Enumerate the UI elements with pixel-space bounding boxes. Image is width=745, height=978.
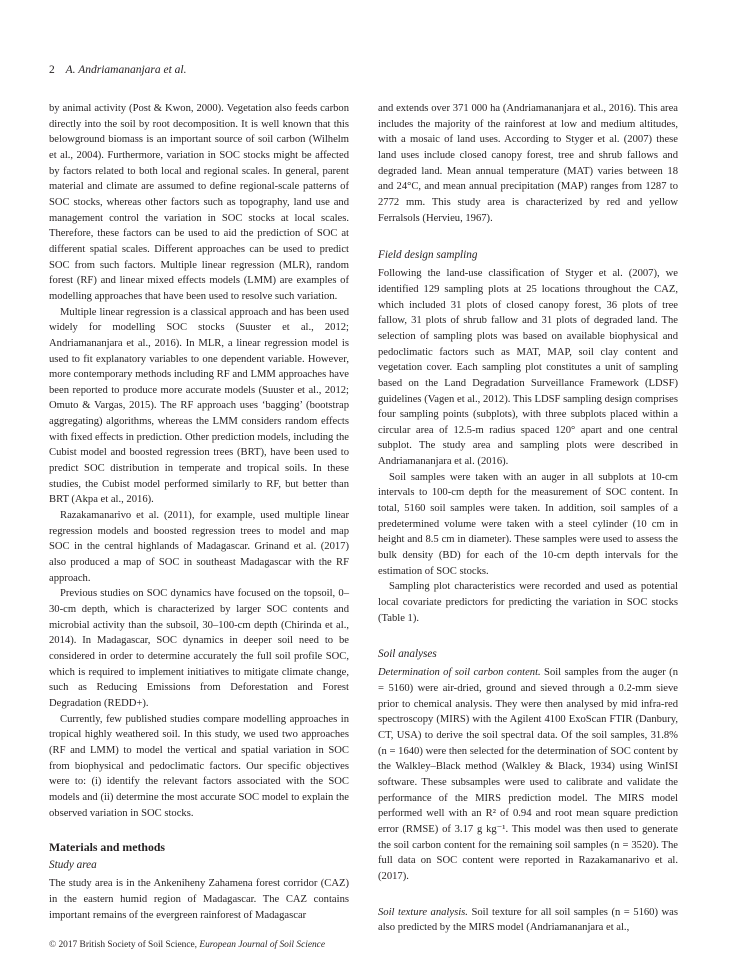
paragraph-text: Soil texture for all soil samples (n = 5160) was also predicted by the MIRS model (Andriamananjara et al., <box>378 906 678 934</box>
paragraph: and extends over 371 000 ha (Andriamananjara et al., 2016). This area includes the majority of the rainforest at low and medium altitudes, with a mosaic of land uses. According to Styger et al. (2007) these land uses include closed canopy forest, tree and shrub fallows and degraded land. Mean annual temperature (MAT) varies between 18 and 24°C, and mean annual precipitation (MAP) ranges from 1287 to 2772 mm. This study area is characterized by red and yellow Ferralsols (Hervieu, 1967). <box>378 103 678 224</box>
subheading-soil-analyses: Soil analyses <box>378 648 437 661</box>
paragraph: by animal activity (Post & Kwon, 2000). Vegetation also feeds carbon directly into the soil by root decomposition. It is well known that this belowground biomass is an important source of soil carbon (Wilhelm et al., 2004). Furthermore, variation in SOC stocks might be affected by factors related to both local and regional scales. In general, parent material and climate are assumed to define regional-scale patterns of SOC stocks, whereas other factors such as topography, land use and management control the variation in SOC stocks at local scales. Therefore, these factors can be used to aid the prediction of SOC at different spatial scales. Different approaches can be used to predict SOC from such factors. Multiple linear regression (MLR), random forest (RF) and linear mixed effects models (LMM) are examples of modelling approaches that have been used to resolve such variation. <box>49 103 349 302</box>
paragraph: Soil samples were taken with an auger in all subplots at 10-cm intervals to 100-cm depth for the measurement of SOC content. In total, 5160 soil samples were taken. In addition, soil samples of a predetermined volume were taken with a steel cylinder (10 cm in height and 8.5 cm in diameter). These samples were used to assess the bulk density (BD) for each of the 10-cm depth intervals for the estimation of SOC stocks. <box>378 471 678 577</box>
paragraph: Multiple linear regression is a classical approach and has been used widely for modelling SOC stocks (Suuster et al., 2012; Andriamananjara et al., 2016). In MLR, a linear regression model is used to fit explanatory variables to one dependent variable. However, more contemporary methods including RF and LMM approaches have been reported to produce more accurate models (Suuster et al., 2012; Omuto & Vargas, 2015). The RF approach uses ‘bagging’ (bootstrap aggregating) algorithms, whereas the LMM considers random effects with fixed effects in prediction. Other prediction models, including the Cubist model and boosted regression trees (BRT), have been used to predict SOC distribution in temperate and tropical soils. In these studies, the Cubist model performed similarly to RF, but better than BRT (Akpa et al., 2016). <box>49 306 349 506</box>
paragraph <box>378 905 678 936</box>
running-header <box>49 64 186 76</box>
page-number: 2 <box>49 64 55 76</box>
paragraph <box>378 665 678 884</box>
paragraph: Following the land-use classification of Styger et al. (2007), we identified 129 sampling plots at 25 locations throughout the CAZ, which included 31 plots of closed canopy forest, 36 plots of tree fallow, 31 plots of shrub fallow and 31 plots of degraded land. The selection of sampling plots was based on available biophysical and pedoclimatic factors such as MAT, MAP, soil clay content and vegetation cover. Each sampling plot constitutes a unit of sampling based on the Land Degradation Surveillance Framework (LDSF) guidelines (Vagen et al., 2012). This LDSF sampling design comprises four sampling points (subplots), with three subplots placed within a circular area of 12.5-m radius spaced 120° apart and one central subplot. The study area and sampling plots were described in Andriamananjara et al. (2016). <box>378 268 678 468</box>
right-column <box>378 101 678 936</box>
subheading-study-area: Study area <box>49 859 97 872</box>
subheading-field-design: Field design sampling <box>378 249 478 262</box>
paragraph: Currently, few published studies compare modelling approaches in tropical highly weathered soil. In this study, we used two approaches (RF and LMM) to model the vertical and spatial variation in SOC from biophysical and pedoclimatic factors. Our specific objectives were to: (i) identify the relevant factors associated with the SOC models and (ii) determine the most accurate SOC model to explain the observed variation in SOC stocks. <box>49 713 349 819</box>
paragraph: Sampling plot characteristics were recorded and used as potential local covariate predictors for predicting the variation in SOC stocks (Table 1). <box>378 581 678 624</box>
page-footer <box>49 940 325 950</box>
paragraph: Razakamanarivo et al. (2011), for example, used multiple linear regression models and boosted regression trees to model and map SOC in the central highlands of Madagascar. Grinand et al. (2017) also produced a map of SOC in southeast Madagascar with the RF approach. <box>49 510 349 584</box>
paragraph: The study area is in the Ankeniheny Zahamena forest corridor (CAZ) in the eastern humid region of Madagascar. The CAZ contains important remains of the evergreen rainforest of Madagascar <box>49 878 349 921</box>
runin-heading-texture: Soil texture analysis. <box>378 906 468 918</box>
copyright-text: © 2017 British Society of Soil Science, <box>49 940 197 950</box>
paragraph: Previous studies on SOC dynamics have focused on the topsoil, 0–30-cm depth, which is characterized by larger SOC contents and microbial activity than the subsoil, 30–100-cm depth (Chirinda et al., 2014). In Madagascar, SOC dynamics in deeper soil need to be considered in order to determine accurately the full soil profile SOC, which is required to implement initiatives to mitigate climate change, such as Reducing Emissions from Deforestation and Forest Degradation (REDD+). <box>49 588 349 709</box>
journal-name: European Journal of Soil Science <box>199 940 326 950</box>
section-heading-methods: Materials and methods <box>49 840 165 855</box>
runin-heading-carbon: Determination of soil carbon content. <box>378 667 541 679</box>
paragraph-text: Soil samples from the auger (n = 5160) were air-dried, ground and sieved through a 0.2-mm sieve prior to chemical analysis. They were then analysed by mid infra-red spectroscopy (MIRS) with the Agilent 4100 ExoScan FTIR (Danbury, CT, USA) to derive the soil spectral data. Of the soil samples, 31.8% (n = 1640) were then selected for the determination of SOC content by the Walkley–Black method (Walkley & Black, 1934) using WinISI software. These subsamples were used to calibrate and validate the performance of the MIRS prediction model. The MIRS model performed well with an R² of 0.94 and root mean square prediction error (RMSE) of 3.17 g kg⁻¹. This model was then used to generate the soil carbon content for the remaining soil samples (n = 3520). The full data on SOC content were reported in Razakamanarivo et al. (2017). <box>378 667 678 882</box>
left-column <box>49 101 349 923</box>
running-authors: A. Andriamananjara et al. <box>65 64 187 76</box>
